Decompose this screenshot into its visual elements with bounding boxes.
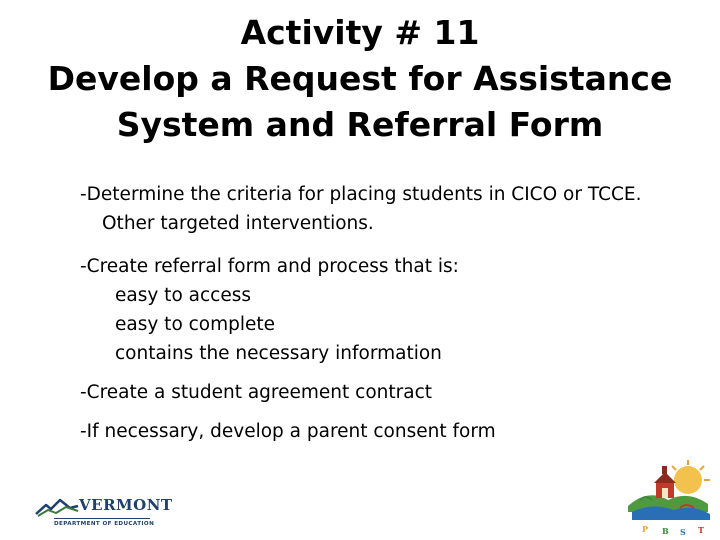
title-line-3: System and Referral Form [116,105,604,144]
referral-item-access: easy to access [115,285,251,306]
agreement-bullet: -Create a student agreement contract [80,382,432,403]
slide-body [80,180,700,446]
department-of-education-label: DEPARTMENT OF EDUCATION [54,521,155,527]
schoolhouse-landscape-icon [622,460,714,526]
pbis-letter-s: S [680,527,686,537]
referral-bullet: -Create referral form and process that is: [80,256,459,277]
pbis-letter-t: T [698,525,704,535]
pbis-letter-b: B [662,526,669,536]
vermont-education-logo [34,496,173,532]
title-line-2: Develop a Request for Assistance [47,59,673,98]
consent-bullet: -If necessary, develop a parent consent form [80,421,496,442]
title-line-1: Activity # 11 [240,13,480,52]
referral-item-information: contains the necessary information [115,343,442,364]
pbis-letter-p: P [642,524,649,534]
referral-item-complete: easy to complete [115,314,276,335]
vermont-wordmark: VERMONT [79,496,173,514]
criteria-bullet: -Determine the criteria for placing students in CICO or TCCE. [80,184,642,205]
pbis-logo [622,460,714,538]
pbis-letters [622,524,714,536]
slide-title [0,10,720,148]
criteria-bullet-continued: Other targeted interventions. [102,213,374,234]
vermont-mountain-icon [34,496,80,518]
